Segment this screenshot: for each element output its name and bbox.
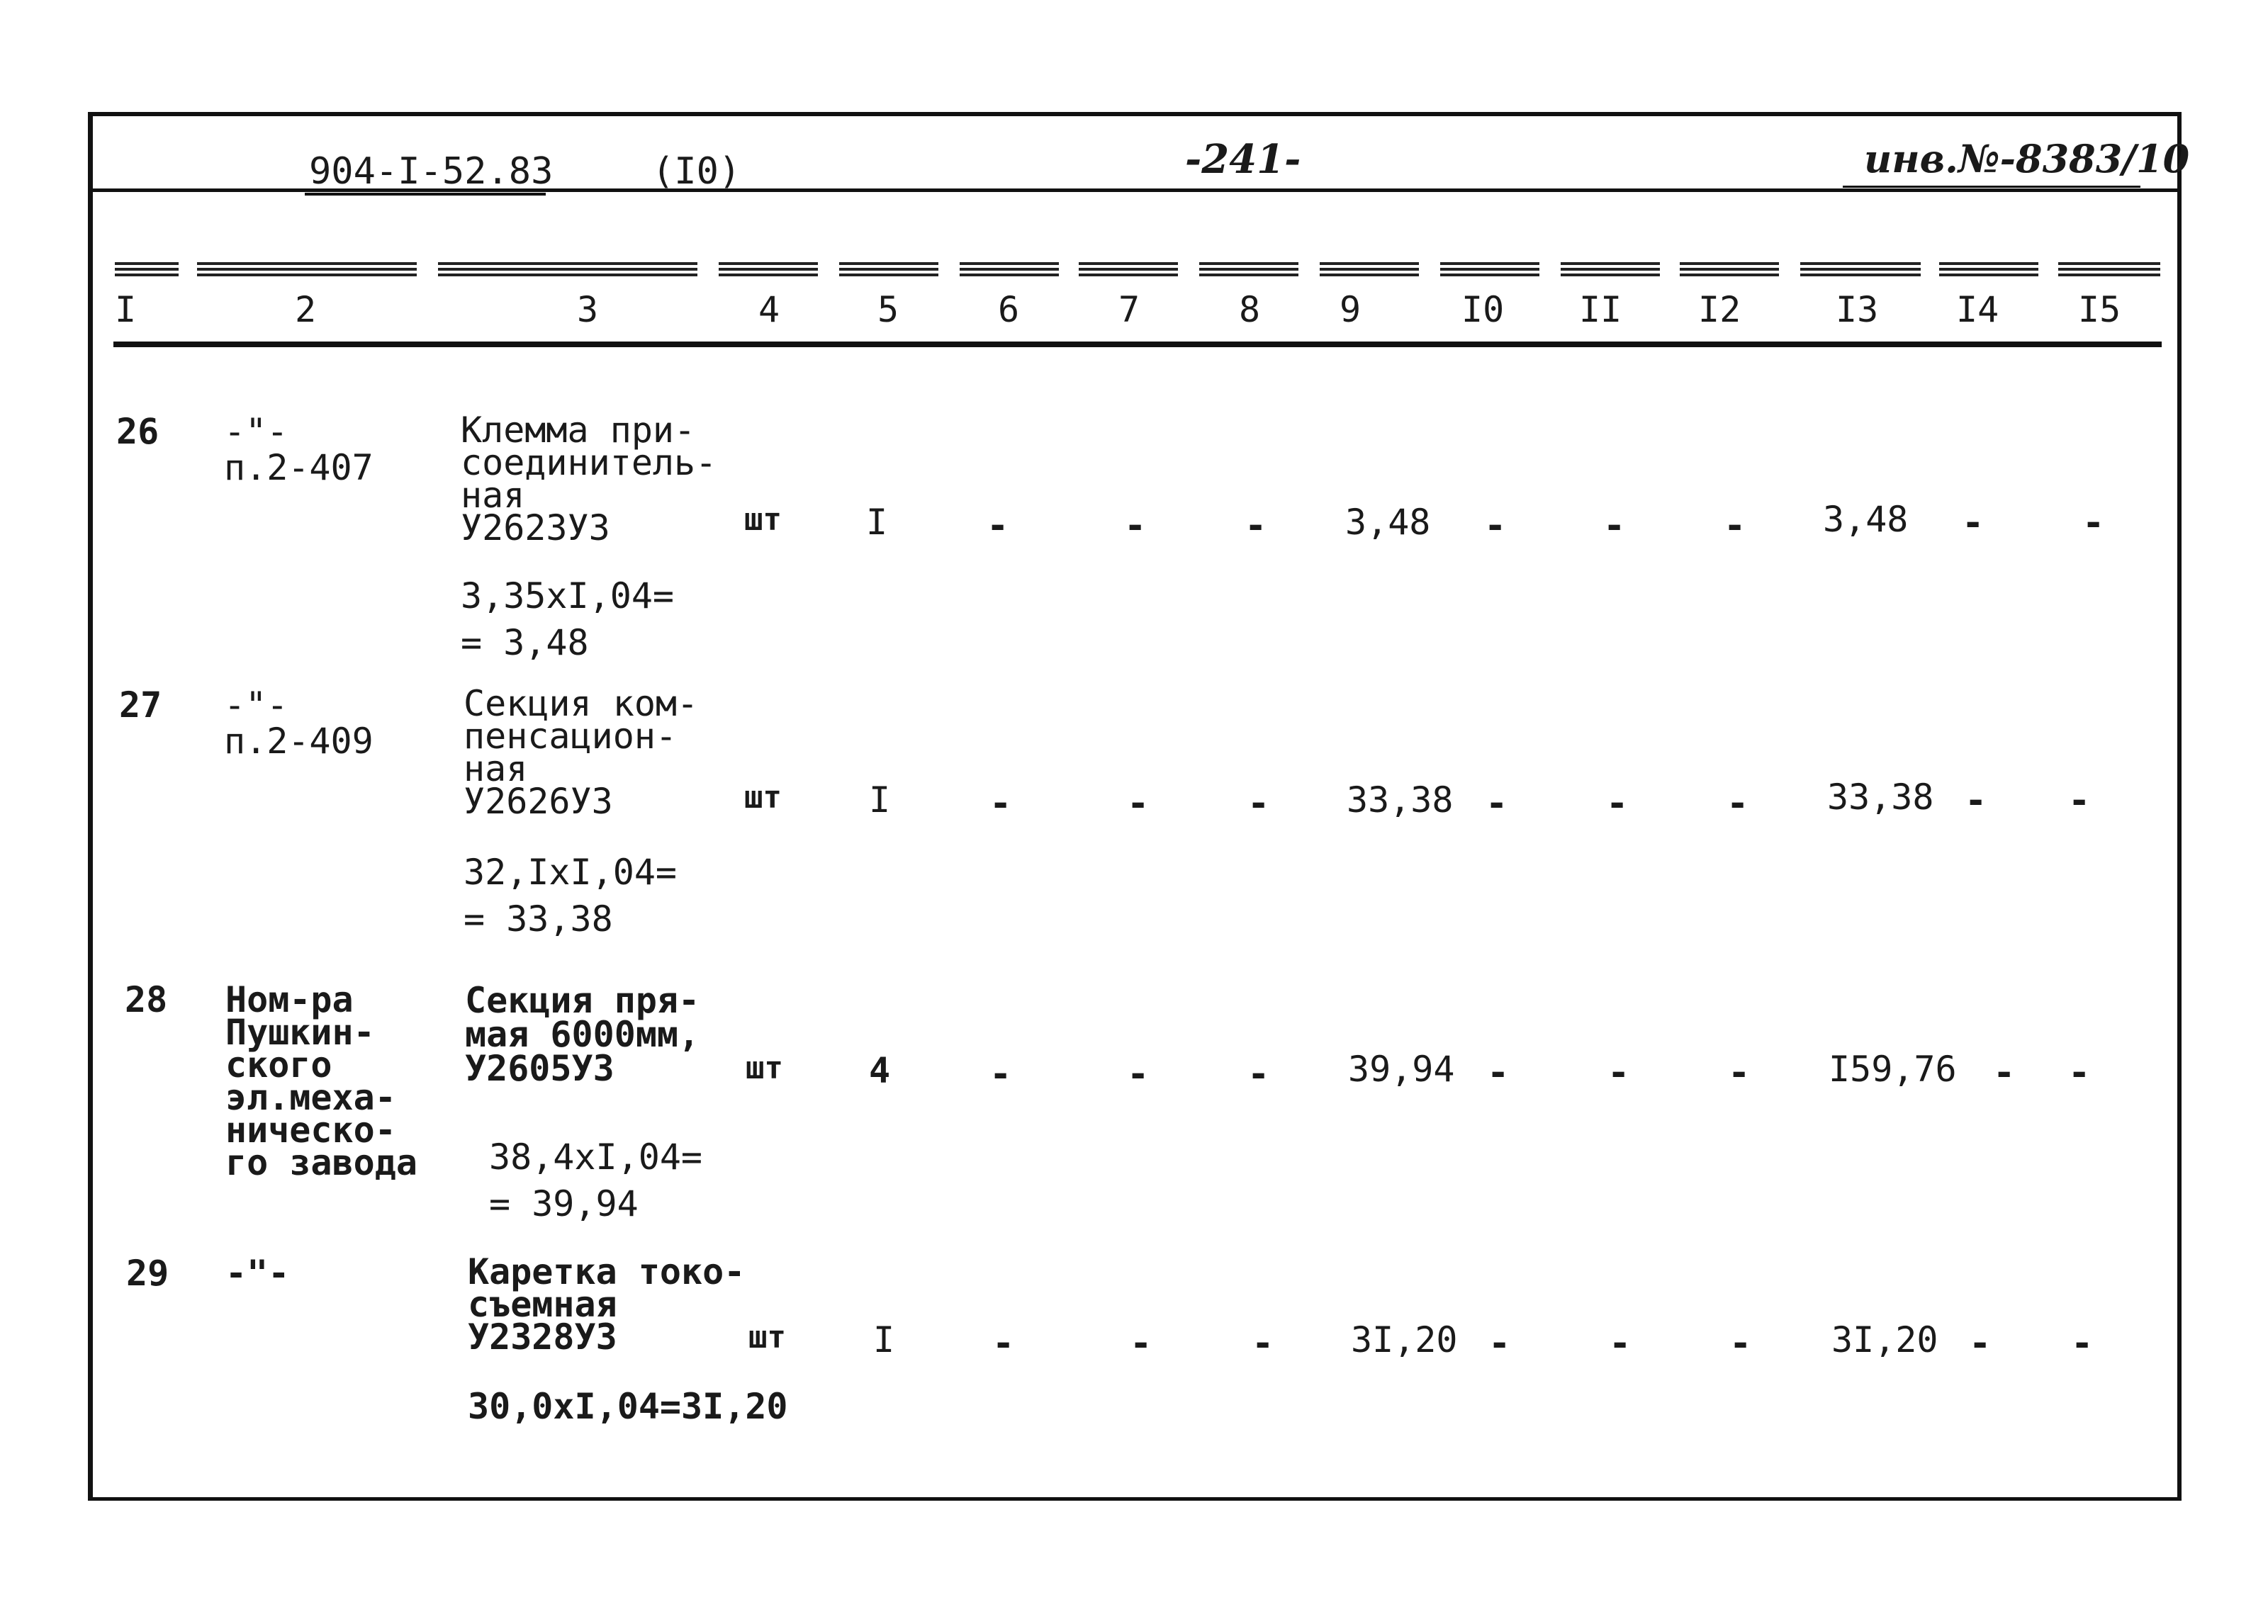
row-name: Клемма при- соединитель- ная У2623У3 [461, 410, 717, 548]
separator-col-9 [1320, 262, 1419, 276]
row-c11: - [1609, 1322, 1632, 1365]
row-qty: 4 [869, 1050, 891, 1091]
row-c10: - [1484, 504, 1507, 547]
inventory-number: инв.№-8383/10 [1864, 136, 2190, 181]
separator-col-6 [960, 262, 1059, 276]
row-unit: шт [744, 779, 782, 816]
row-c8: - [1252, 1322, 1274, 1365]
separator-col-14 [1939, 262, 2038, 276]
row-qty: I [873, 1319, 895, 1360]
row-price: 33,38 [1347, 779, 1454, 821]
row-c12: - [1727, 782, 1749, 825]
row-number: 27 [119, 684, 162, 726]
inventory-underline [1843, 186, 2140, 188]
row-total: 33,38 [1827, 777, 1934, 818]
column-header: 5 [877, 289, 899, 330]
row-unit: шт [744, 502, 782, 538]
row-c11: - [1607, 1051, 1630, 1094]
row-calc: 32,IхI,04= = 33,38 [464, 852, 678, 940]
separator-col-5 [839, 262, 938, 276]
separator-col-4 [719, 262, 818, 276]
column-header: 3 [577, 289, 599, 330]
column-header: II [1579, 289, 1622, 330]
row-c8: - [1245, 504, 1267, 547]
row-c6: - [989, 1053, 1012, 1095]
row-qty: I [866, 502, 888, 543]
doc-part: (I0) [652, 150, 741, 193]
row-total: 3I,20 [1831, 1319, 1938, 1360]
separator-col-3 [438, 262, 697, 276]
row-c8: - [1247, 782, 1270, 825]
column-header: 4 [758, 289, 780, 330]
row-calc: 38,4хI,04= = 39,94 [489, 1137, 703, 1224]
row-c6: - [989, 782, 1012, 825]
column-header: 6 [998, 289, 1020, 330]
column-header: 9 [1340, 289, 1362, 330]
row-c6: - [987, 504, 1009, 547]
row-calc: 3,35хI,04= = 3,48 [461, 575, 675, 663]
row-c14: - [1993, 1051, 2016, 1094]
row-c12: - [1729, 1322, 1752, 1365]
row-c15: - [2082, 502, 2105, 544]
row-c15: - [2068, 779, 2091, 822]
separator-col-12 [1680, 262, 1779, 276]
row-c10: - [1488, 1322, 1511, 1365]
row-unit: шт [748, 1319, 786, 1355]
column-header: I4 [1956, 289, 1999, 330]
row-source: -"- п.2-409 [224, 684, 374, 762]
column-header: 8 [1239, 289, 1261, 330]
row-price: 39,94 [1348, 1049, 1455, 1090]
header-thick-rule [113, 342, 2162, 347]
doc-code-underline [305, 193, 546, 196]
page-number: -241- [1185, 136, 1301, 183]
row-number: 26 [116, 411, 159, 452]
separator-col-10 [1440, 262, 1539, 276]
row-c7: - [1124, 504, 1147, 547]
row-price: 3I,20 [1351, 1319, 1458, 1360]
separator-col-11 [1561, 262, 1660, 276]
row-name: Каретка токо- съемная У2328У3 [468, 1251, 746, 1358]
row-c12: - [1724, 504, 1746, 547]
row-c7: - [1130, 1322, 1152, 1365]
row-number: 29 [126, 1253, 169, 1294]
row-c8: - [1247, 1053, 1270, 1095]
separator-col-1 [115, 262, 179, 276]
separator-col-13 [1800, 262, 1921, 276]
row-unit: шт [746, 1050, 783, 1086]
doc-code: 904-I-52.83 [309, 150, 554, 193]
column-header: 2 [295, 289, 317, 330]
row-number: 28 [125, 979, 168, 1020]
row-c11: - [1606, 782, 1629, 825]
column-header: I2 [1698, 289, 1741, 330]
row-source: -"- п.2-407 [224, 411, 374, 488]
row-source: Ном-ра Пушкин- ского эл.меха- ническо- го завода [225, 979, 417, 1183]
row-c14: - [1962, 502, 1984, 544]
row-c7: - [1127, 782, 1150, 825]
row-c12: - [1728, 1051, 1751, 1094]
row-source: -"- [225, 1253, 290, 1294]
column-header: 7 [1118, 289, 1140, 330]
separator-col-7 [1079, 262, 1178, 276]
row-c10: - [1487, 1051, 1510, 1094]
row-c11: - [1603, 504, 1626, 547]
row-c14: - [1969, 1322, 1992, 1365]
column-header: I5 [2078, 289, 2121, 330]
row-total: 3,48 [1823, 499, 1909, 540]
row-c10: - [1486, 782, 1508, 825]
row-calc: 30,0хI,04=3I,20 [468, 1386, 788, 1427]
row-qty: I [869, 779, 891, 821]
row-total: I59,76 [1829, 1049, 1957, 1090]
row-price: 3,48 [1345, 502, 1431, 543]
row-name: Секция пря- мая 6000мм, У2605У3 [465, 980, 700, 1089]
separator-col-2 [197, 262, 417, 276]
row-c15: - [2068, 1051, 2091, 1094]
separator-col-15 [2058, 262, 2160, 276]
row-c7: - [1127, 1053, 1150, 1095]
column-header: I0 [1461, 289, 1505, 330]
row-c6: - [992, 1322, 1015, 1365]
separator-col-8 [1199, 262, 1298, 276]
column-header: I3 [1836, 289, 1879, 330]
row-c14: - [1965, 779, 1987, 822]
row-c15: - [2071, 1322, 2094, 1365]
row-name: Секция ком- пенсацион- ная У2626У3 [464, 683, 699, 822]
column-header: I [115, 289, 137, 330]
